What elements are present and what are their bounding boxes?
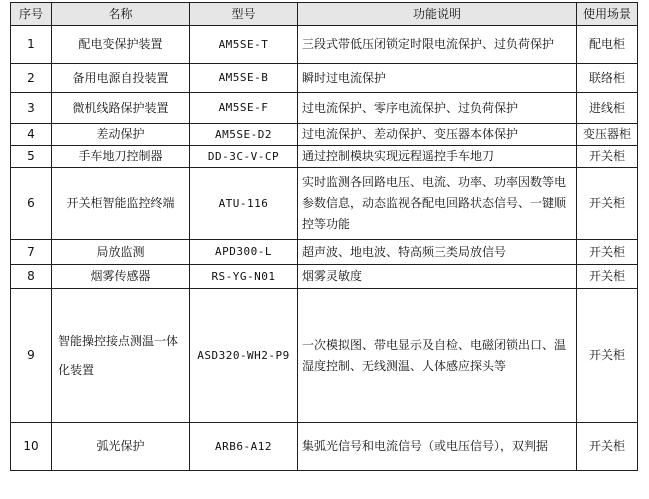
col-header-function: 功能说明	[298, 3, 577, 26]
row-function: 烟雾灵敏度	[298, 265, 577, 289]
row-model: DD-3C-V-CP	[190, 146, 298, 168]
table-row	[11, 168, 638, 240]
row-model: ATU-116	[190, 168, 298, 240]
row-function: 集弧光信号和电流信号（或电压信号），双判据	[298, 423, 577, 471]
row-name: 开关柜智能监控终端	[52, 168, 190, 240]
row-model: AM5SE-B	[190, 64, 298, 93]
row-model: AM5SE-F	[190, 93, 298, 124]
row-function: 超声波、地电波、特高频三类局放信号	[298, 240, 577, 265]
table-row	[11, 64, 638, 93]
row-name: 弧光保护	[52, 423, 190, 471]
row-function: 三段式带低压闭锁定时限电流保护、过负荷保护	[298, 26, 577, 64]
col-header-no: 序号	[11, 3, 52, 26]
table-row	[11, 423, 638, 471]
row-scene: 开关柜	[577, 168, 638, 240]
row-model: RS-YG-N01	[190, 265, 298, 289]
row-name: 微机线路保护装置	[52, 93, 190, 124]
col-header-model: 型号	[190, 3, 298, 26]
row-scene: 开关柜	[577, 240, 638, 265]
table-row	[11, 265, 638, 289]
row-no: 2	[11, 64, 52, 93]
row-model: AM5SE-D2	[190, 124, 298, 146]
row-no: 6	[11, 168, 52, 240]
row-function: 一次模拟图、带电显示及自检、电磁闭锁出口、温湿度控制、无线测温、人体感应探头等	[298, 289, 577, 423]
row-no: 7	[11, 240, 52, 265]
row-scene: 配电柜	[577, 26, 638, 64]
device-table	[10, 2, 638, 471]
row-scene: 开关柜	[577, 146, 638, 168]
header-row	[11, 3, 638, 26]
row-function: 实时监测各回路电压、电流、功率、功率因数等电参数信息，动态监视各配电回路状态信号、一键顺控等功能	[298, 168, 577, 240]
row-name: 局放监测	[52, 240, 190, 265]
row-function: 过电流保护、零序电流保护、过负荷保护	[298, 93, 577, 124]
row-name: 智能操控接点测温一体化装置	[52, 289, 190, 423]
row-no: 4	[11, 124, 52, 146]
table-row	[11, 146, 638, 168]
row-scene: 开关柜	[577, 289, 638, 423]
row-no: 9	[11, 289, 52, 423]
row-no: 3	[11, 93, 52, 124]
col-header-name: 名称	[52, 3, 190, 26]
row-no: 1	[11, 26, 52, 64]
row-name: 烟雾传感器	[52, 265, 190, 289]
row-model: ARB6-A12	[190, 423, 298, 471]
row-model: AM5SE-T	[190, 26, 298, 64]
table-row	[11, 240, 638, 265]
row-function: 过电流保护、差动保护、变压器本体保护	[298, 124, 577, 146]
table-row	[11, 93, 638, 124]
spec-table-main	[10, 2, 638, 471]
row-name: 备用电源自投装置	[52, 64, 190, 93]
row-name: 手车地刀控制器	[52, 146, 190, 168]
row-name: 配电变保护装置	[52, 26, 190, 64]
col-header-scene: 使用场景	[577, 3, 638, 26]
row-no: 5	[11, 146, 52, 168]
row-no: 8	[11, 265, 52, 289]
row-model: ASD320-WH2-P9	[190, 289, 298, 423]
table-row	[11, 26, 638, 64]
row-model: APD300-L	[190, 240, 298, 265]
table-row	[11, 124, 638, 146]
table-row	[11, 289, 638, 423]
row-scene: 开关柜	[577, 423, 638, 471]
row-scene: 开关柜	[577, 265, 638, 289]
row-name: 差动保护	[52, 124, 190, 146]
row-scene: 进线柜	[577, 93, 638, 124]
row-function: 通过控制模块实现远程遥控手车地刀	[298, 146, 577, 168]
row-function: 瞬时过电流保护	[298, 64, 577, 93]
row-scene: 变压器柜	[577, 124, 638, 146]
row-no: 10	[11, 423, 52, 471]
row-scene: 联络柜	[577, 64, 638, 93]
